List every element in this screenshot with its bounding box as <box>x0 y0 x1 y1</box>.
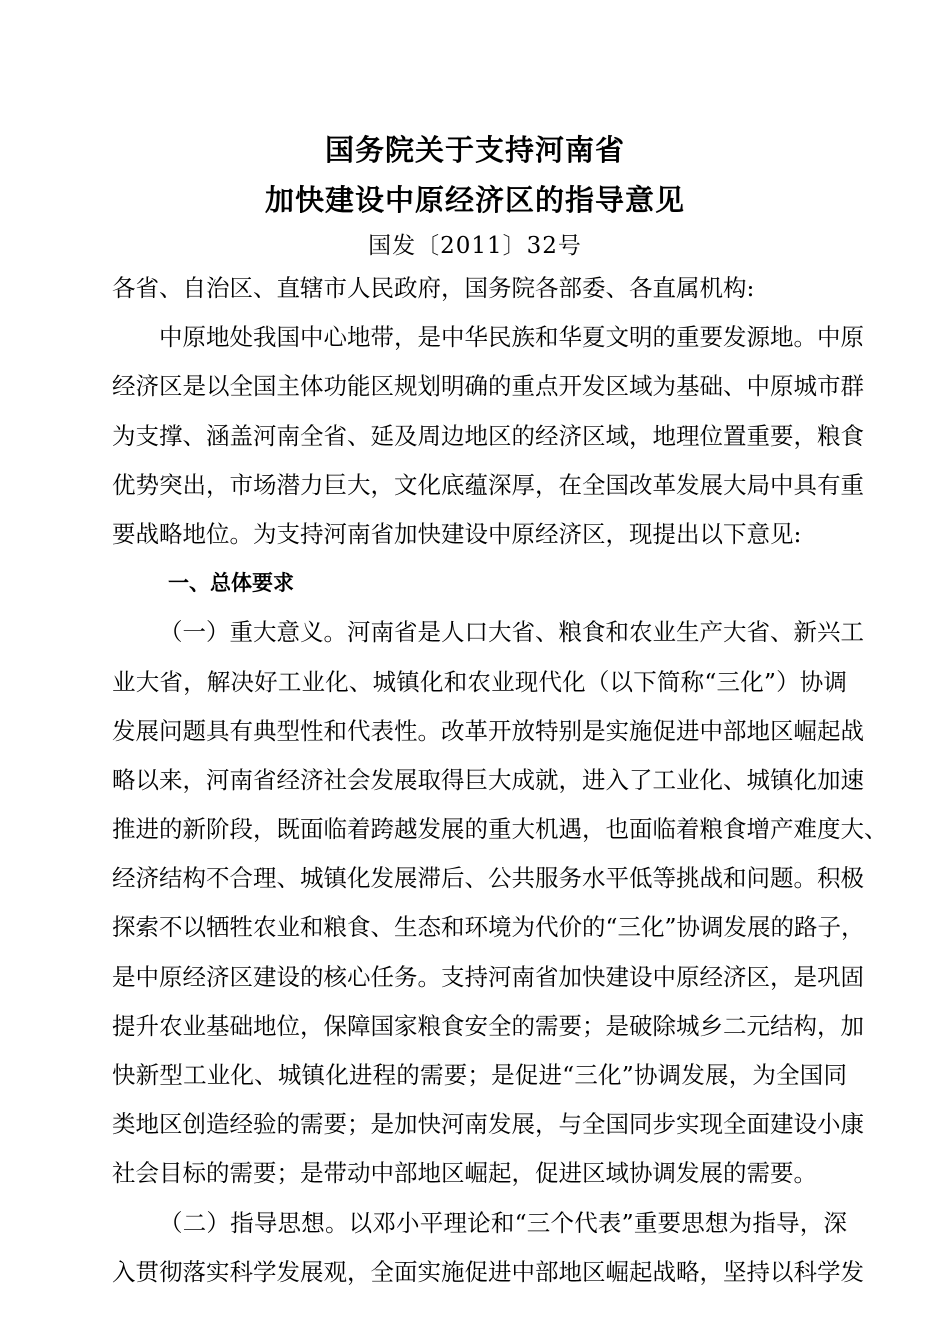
document-number: 国发〔2011〕32号 <box>368 233 582 259</box>
body-line: 探索不以牺牲农业和粮食、生态和环境为代价的“三化”协调发展的路子， <box>112 913 865 942</box>
document-body <box>112 273 888 1306</box>
body-line: 略以来，河南省经济社会发展取得巨大成就，进入了工业化、城镇化加速 <box>112 765 864 794</box>
body-line: 经济区是以全国主体功能区规划明确的重点开发区域为基础、中原城市群 <box>112 372 864 401</box>
body-line: 业大省，解决好工业化、城镇化和农业现代化（以下简称“三化”）协调 <box>112 667 847 696</box>
body-line: 优势突出，市场潜力巨大，文化底蕴深厚，在全国改革发展大局中具有重 <box>112 470 864 499</box>
section-heading: 一、总体要求 <box>168 571 294 596</box>
body-line: 是中原经济区建设的核心任务。支持河南省加快建设中原经济区，是巩固 <box>112 962 864 991</box>
document-title-line-1: 国务院关于支持河南省 <box>324 133 625 167</box>
body-line: 入贯彻落实科学发展观，全面实施促进中部地区崛起战略，坚持以科学发 <box>112 1257 864 1286</box>
body-line: 快新型工业化、城镇化进程的需要；是促进“三化”协调发展，为全国同 <box>112 1061 847 1089</box>
body-line: （二）指导思想。以邓小平理论和“三个代表”重要思想为指导，深 <box>159 1208 847 1237</box>
document-title-line-2: 加快建设中原经济区的指导意见 <box>264 183 685 217</box>
body-line: 提升农业基础地位，保障国家粮食安全的需要；是破除城乡二元结构，加 <box>112 1011 864 1040</box>
body-line: 中原地处我国中心地带，是中华民族和华夏文明的重要发源地。中原 <box>159 323 864 352</box>
body-line: 要战略地位。为支持河南省加快建设中原经济区，现提出以下意见: <box>112 519 802 548</box>
body-line: 经济结构不合理、城镇化发展滞后、公共服务水平低等挑战和问题。积极 <box>112 864 864 893</box>
body-line: 类地区创造经验的需要；是加快河南发展，与全国同步实现全面建设小康 <box>112 1110 864 1139</box>
addressee-line: 各省、自治区、直辖市人民政府，国务院各部委、各直属机构: <box>112 274 755 302</box>
body-line: 推进的新阶段，既面临着跨越发展的重大机遇，也面临着粮食增产难度大、 <box>112 815 888 844</box>
body-line: （一）重大意义。河南省是人口大省、粮食和农业生产大省、新兴工 <box>159 618 864 647</box>
body-line: 社会目标的需要；是带动中部地区崛起，促进区域协调发展的需要。 <box>112 1159 817 1188</box>
body-line: 为支撑、涵盖河南全省、延及周边地区的经济区域，地理位置重要，粮食 <box>112 421 864 450</box>
body-line: 发展问题具有典型性和代表性。改革开放特别是实施促进中部地区崛起战 <box>112 716 864 745</box>
